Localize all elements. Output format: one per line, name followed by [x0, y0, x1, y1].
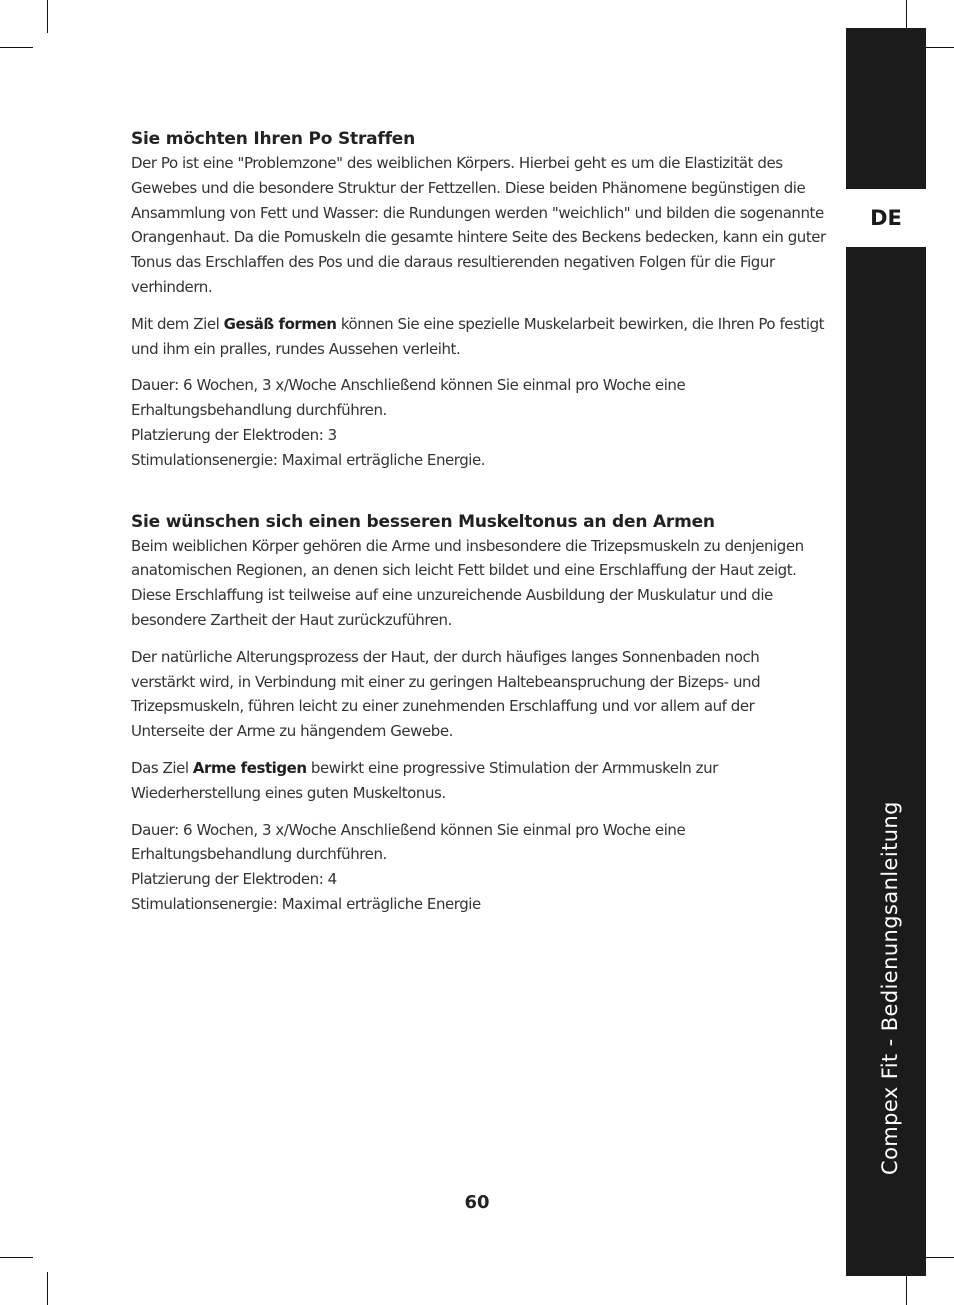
section-heading: Sie wünschen sich einen besseren Muskeltonus an den Armen	[131, 511, 715, 532]
stimulation-energy-text: Stimulationsenergie: Maximal erträgliche Energie	[131, 894, 481, 913]
crop-mark	[47, 0, 48, 33]
duration-text: Dauer: 6 Wochen, 3 x/Woche Anschließend können Sie einmal pro Woche eine Erhaltungsbehandlung durchführen.	[131, 376, 686, 420]
language-tag-label: DE	[870, 206, 902, 230]
section-heading: Sie möchten Ihren Po Straffen	[131, 129, 416, 149]
crop-mark	[906, 1272, 907, 1305]
page-number: 60	[464, 1192, 490, 1213]
program-parameters	[131, 373, 826, 472]
crop-mark	[0, 47, 33, 48]
page-content	[131, 127, 826, 929]
section-detail: Der natürliche Alterungsprozess der Haut, der durch häufiges langes Sonnenbaden noch verstärkt wird, in Verbindung mit einer zu geringen Haltebeanspruchung der Bizeps- und Trizepsmuskeln, führen leicht zu einer zunehmenden Erschlaffung und vor allem auf der Unterseite der Arme zu hängendem Gewebe.	[131, 647, 761, 741]
section-buttocks	[131, 127, 826, 473]
program-description: Mit dem Ziel Gesäß formen können Sie eine spezielle Muskelarbeit bewirken, die Ihren Po festigt und ihm ein pralles, rundes Aussehen verleiht.	[131, 314, 825, 358]
section-intro: Der Po ist eine "Problemzone" des weiblichen Körpers. Hierbei geht es um die Elastizität des Gewebes und die besondere Struktur der Fettzellen. Diese beiden Phänomene begünstigen die Ansammlung von Fett und Wasser: die Rundungen werden "weichlich" und bilden die sogenannte Orangenhaut. Da die Pomuskeln die gesamte hintere Seite des Beckens bedecken, kann ein guter Tonus das Erschlaffen des Pos und die daraus resultierenden negativen Folgen für die Figur verhindern.	[131, 154, 826, 296]
duration-text: Dauer: 6 Wochen, 3 x/Woche Anschließend können Sie einmal pro Woche eine Erhaltungsbehandlung durchführen.	[131, 820, 686, 864]
program-name: Gesäß formen	[223, 314, 337, 333]
section-arms	[131, 510, 826, 917]
crop-mark	[47, 1272, 48, 1305]
electrode-placement-text: Platzierung der Elektroden: 4	[131, 870, 337, 889]
program-parameters	[131, 818, 826, 917]
program-name: Arme festigen	[192, 758, 307, 777]
program-description: Das Ziel Arme festigen bewirkt eine progressive Stimulation der Armmuskeln zur Wiederherstellung eines guten Muskeltonus.	[131, 758, 718, 802]
crop-mark	[0, 1257, 33, 1258]
stimulation-energy-text: Stimulationsenergie: Maximal erträgliche Energie.	[131, 450, 486, 469]
manual-title: Compex Fit - Bedienungsanleitung	[878, 801, 902, 1175]
section-intro: Beim weiblichen Körper gehören die Arme und insbesondere die Trizepsmuskeln zu denjenigen anatomischen Regionen, an denen sich leicht Fett bildet und eine Erschlaffung der Haut zeigt. Diese Erschlaffung ist teilweise auf eine unzureichende Ausbildung der Muskulatur und die besondere Zartheit der Haut zurückzuführen.	[131, 536, 804, 629]
sidebar-band-top	[846, 28, 926, 189]
language-tab	[846, 189, 926, 247]
electrode-placement-text: Platzierung der Elektroden: 3	[131, 425, 337, 444]
